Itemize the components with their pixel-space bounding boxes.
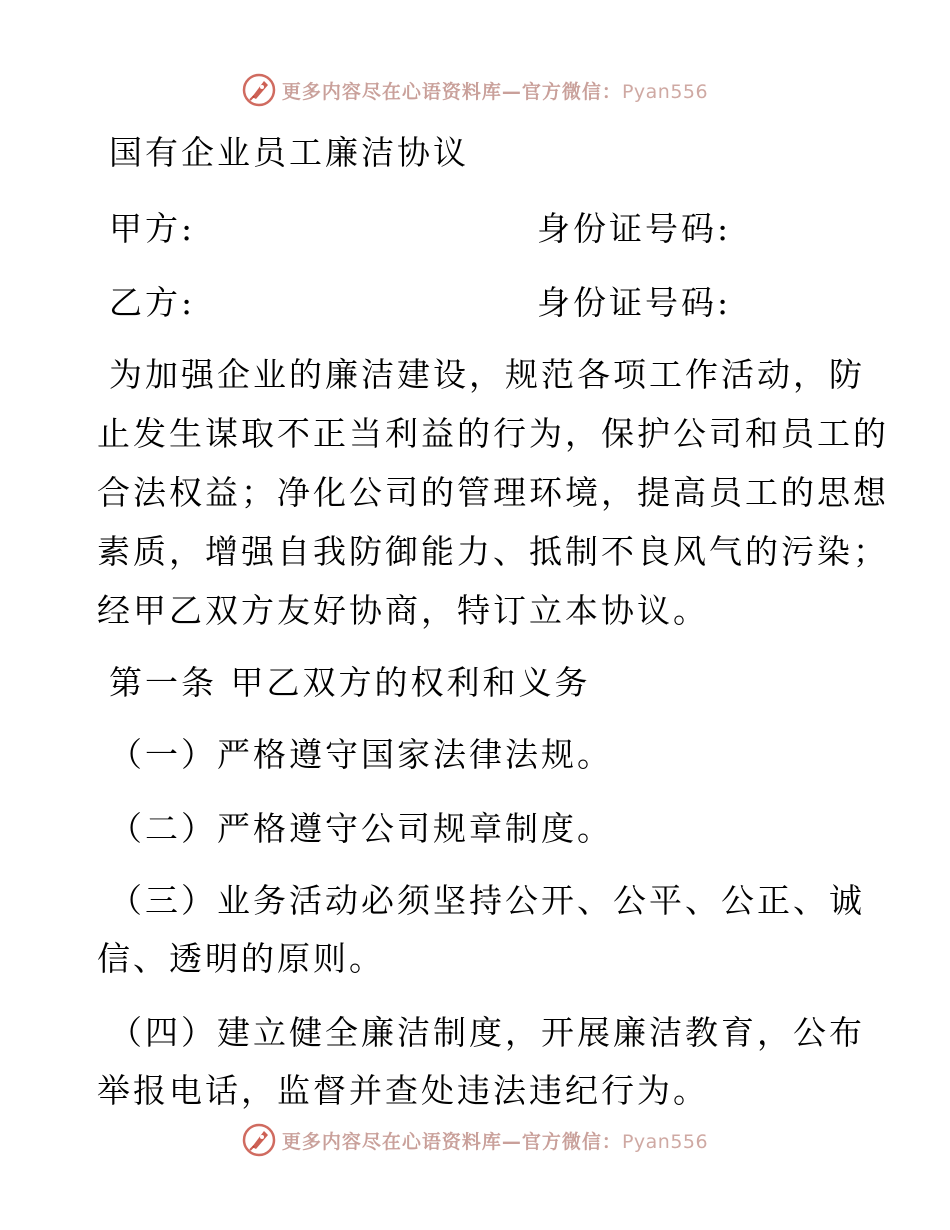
preamble-line: 止发生谋取不正当利益的行为，保护公司和员工的 xyxy=(97,414,889,453)
article-item: （四）建立健全廉洁制度，开展廉洁教育，公布 xyxy=(109,1013,865,1052)
preamble-line: 经甲乙双方友好协商，特订立本协议。 xyxy=(97,591,709,630)
document-title: 国有企业员工廉洁协议 xyxy=(109,133,469,172)
party-b-id-label: 身份证号码: xyxy=(537,283,732,322)
watermark-text: 更多内容尽在心语资料库—官方微信：Pyan556 xyxy=(281,80,709,103)
preamble-line: 合法权益；净化公司的管理环境，提高员工的思想 xyxy=(97,473,889,512)
article-item: （二）严格遵守公司规章制度。 xyxy=(109,809,613,848)
pen-nib-logo-icon xyxy=(242,73,276,107)
preamble-line: 素质，增强自我防御能力、抵制不良风气的污染； xyxy=(97,532,889,571)
party-b-label: 乙方: xyxy=(109,283,196,322)
footer-watermark xyxy=(0,1120,950,1160)
article-1-title: 第一条 甲乙双方的权利和义务 xyxy=(109,663,591,702)
article-item-continuation: 信、透明的原则。 xyxy=(97,939,385,978)
preamble-line: 为加强企业的廉洁建设，规范各项工作活动，防 xyxy=(109,355,865,394)
party-a-label: 甲方: xyxy=(109,209,196,248)
article-item: （三）业务活动必须坚持公开、公平、公正、诚 xyxy=(109,881,865,920)
party-a-id-label: 身份证号码: xyxy=(537,209,732,248)
article-item: （一）严格遵守国家法律法规。 xyxy=(109,735,613,774)
header-watermark xyxy=(0,70,950,110)
pen-nib-logo-icon xyxy=(242,1123,276,1157)
article-item-continuation: 举报电话，监督并查处违法违纪行为。 xyxy=(97,1071,709,1110)
watermark-text: 更多内容尽在心语资料库—官方微信：Pyan556 xyxy=(281,1130,709,1153)
